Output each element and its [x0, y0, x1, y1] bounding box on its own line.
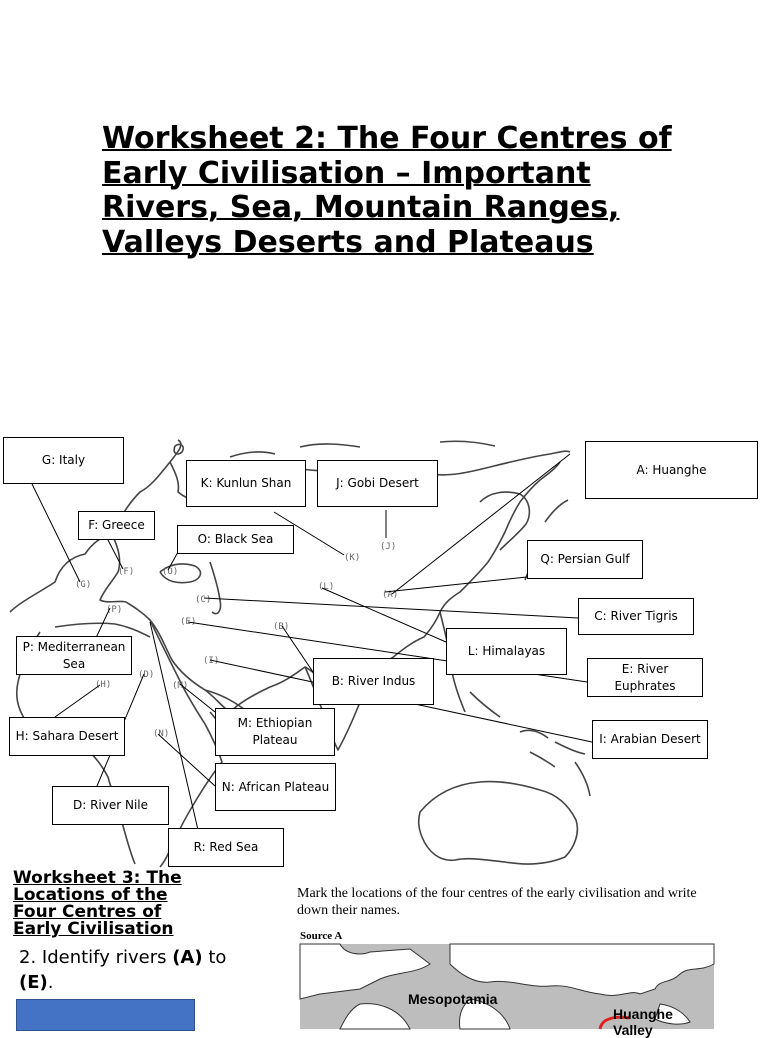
label-river-nile: D: River Nile	[52, 786, 169, 825]
marker-e: (E)	[180, 617, 197, 627]
label-river-euphrates: E: River Euphrates	[587, 658, 703, 697]
q2-end: .	[47, 972, 54, 993]
blue-answer-box	[16, 999, 195, 1031]
marker-g: (G)	[75, 580, 92, 590]
marker-h: (H)	[95, 680, 112, 690]
worksheet-2-title: Worksheet 2: The Four Centres of Early Civilisation – Important Rivers, Sea, Mountain Ranges, Valleys Deserts and Plateaus	[102, 121, 672, 260]
label-ethiopian-plateau: M: Ethiopian Plateau	[215, 708, 335, 756]
label-kunlun-shan: K: Kunlun Shan	[186, 460, 306, 507]
marker-f: (F)	[118, 567, 135, 577]
q2-a: (A)	[172, 947, 203, 968]
q2-to: to	[202, 947, 227, 968]
marker-o: (O)	[162, 567, 179, 577]
label-himalayas: L: Himalayas	[446, 628, 567, 675]
q2-e: (E)	[19, 972, 48, 993]
label-mediterranean-sea: P: Mediterranean Sea	[16, 636, 132, 675]
marker-n: (N)	[153, 729, 170, 739]
label-black-sea: O: Black Sea	[177, 525, 294, 554]
label-huanghe: A: Huanghe	[585, 441, 758, 499]
source-label: Source A	[300, 930, 343, 942]
marker-j: (J)	[380, 542, 397, 552]
marker-p: (P)	[106, 605, 123, 615]
worksheet-3-title: Worksheet 3: The Locations of the Four Centres of Early Civilisation	[13, 868, 182, 939]
marker-m: (M)	[172, 681, 189, 691]
label-persian-gulf: Q: Persian Gulf	[527, 540, 643, 579]
label-river-indus: B: River Indus	[313, 658, 434, 705]
label-arabian-desert: I: Arabian Desert	[592, 720, 708, 759]
instruction-text: Mark the locations of the four centres of the early civilisation and write down their names.	[297, 886, 697, 918]
map-label-mesopotamia: Mesopotamia	[408, 991, 498, 1007]
label-greece: F: Greece	[78, 511, 155, 540]
marker-d: (D)	[138, 670, 155, 680]
label-gobi-desert: J: Gobi Desert	[317, 460, 438, 507]
label-italy: G: Italy	[3, 437, 124, 484]
marker-b: (B)	[273, 622, 290, 632]
marker-c: (C)	[195, 595, 212, 605]
label-african-plateau: N: African Plateau	[215, 763, 336, 811]
map-label-huanghe-valley: Huanghe Valley	[613, 1006, 673, 1038]
q2-prefix: 2. Identify rivers	[19, 947, 173, 968]
marker-k: (K)	[344, 553, 361, 563]
label-sahara-desert: H: Sahara Desert	[9, 717, 125, 756]
marker-i: (I)	[203, 656, 220, 666]
label-river-tigris: C: River Tigris	[578, 598, 694, 635]
label-red-sea: R: Red Sea	[168, 828, 284, 867]
question-2	[19, 945, 249, 995]
marker-l: (L)	[318, 582, 335, 592]
marker-a: (A)	[382, 590, 399, 600]
source-a-map	[300, 944, 714, 1038]
